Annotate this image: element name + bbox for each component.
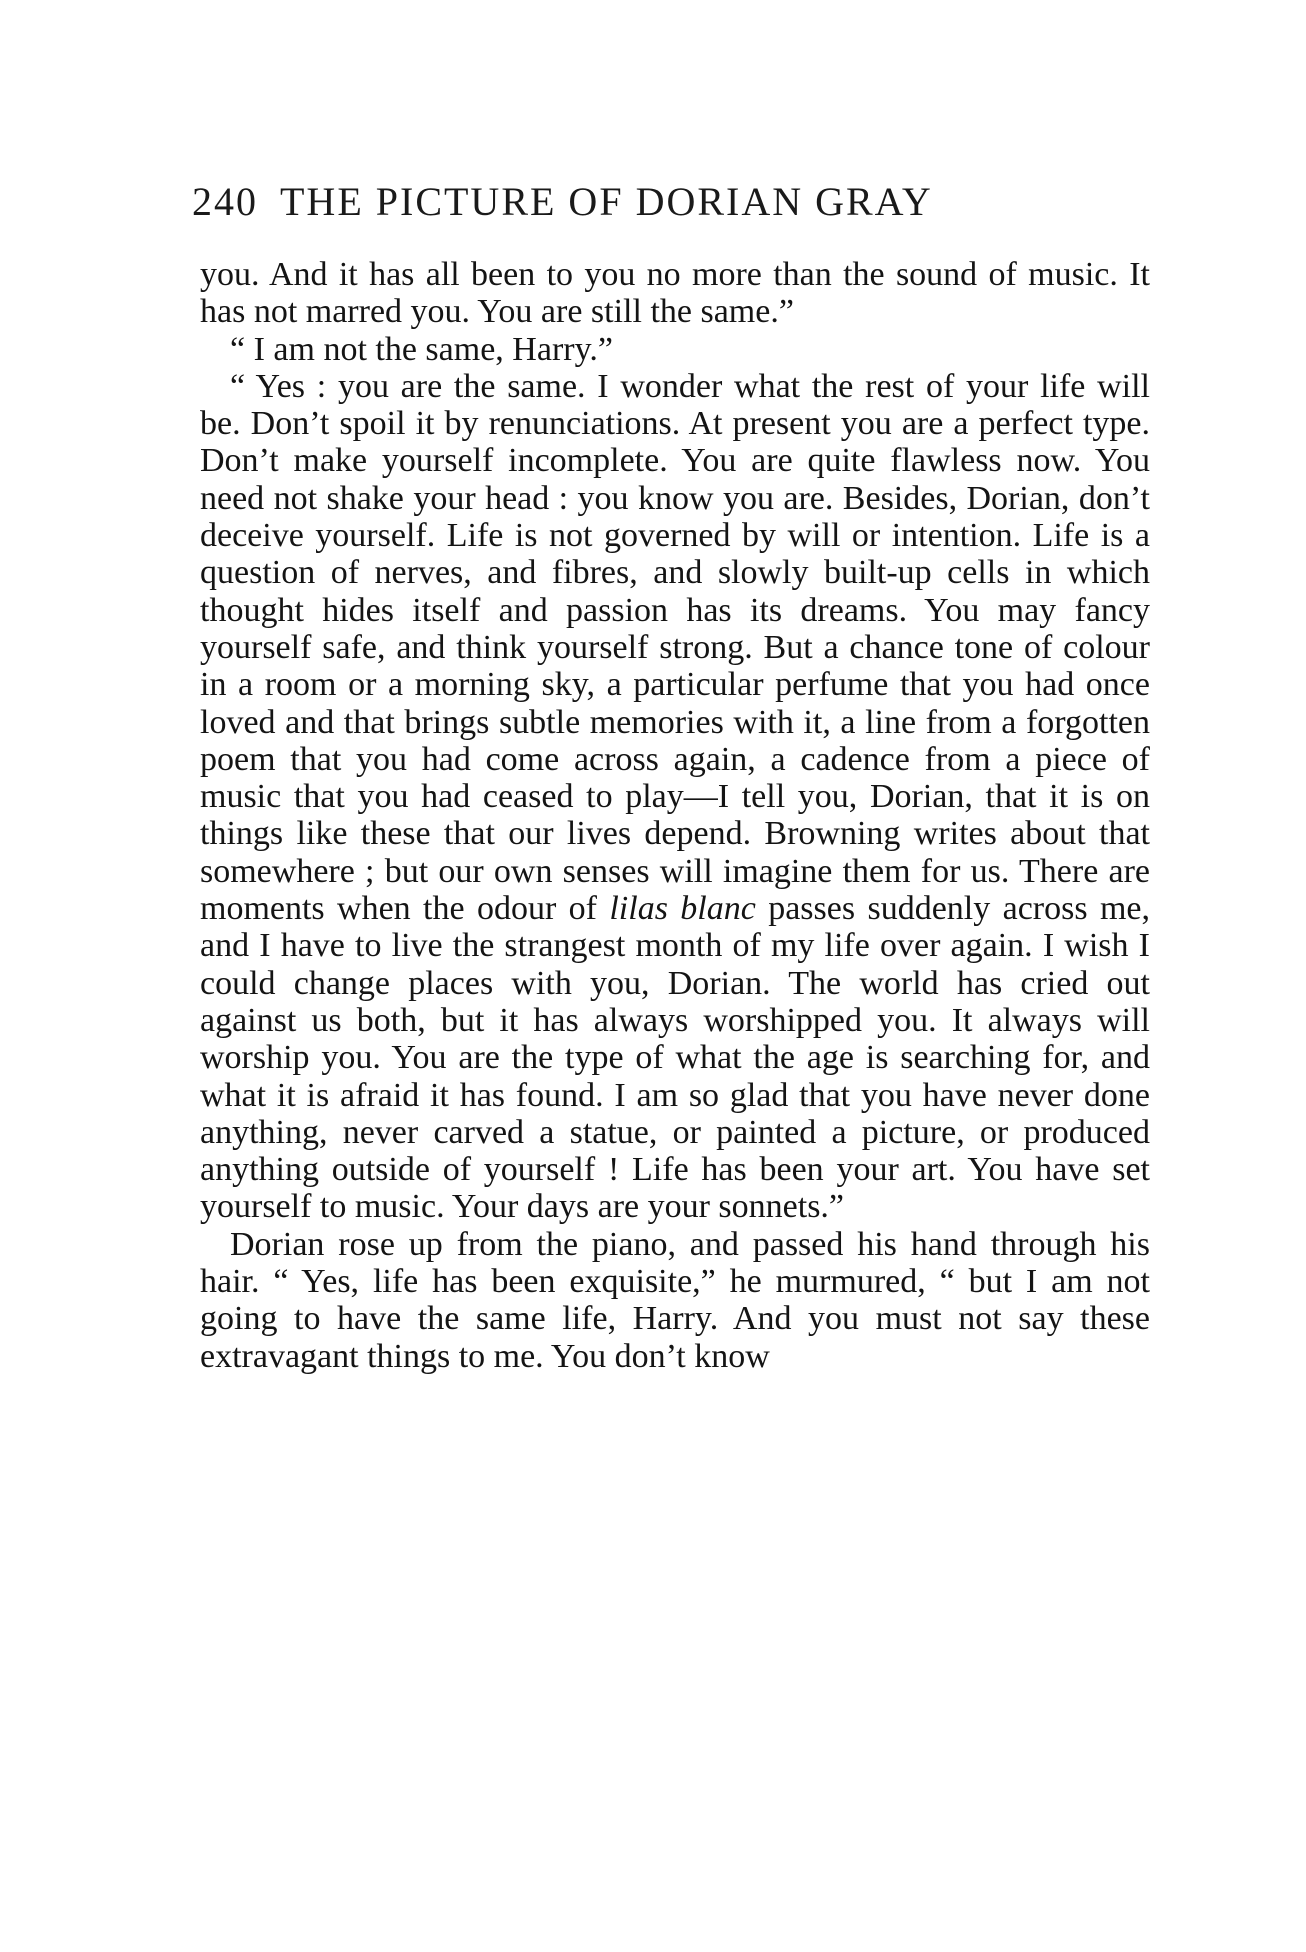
running-header bbox=[192, 178, 1192, 225]
page-number: 240 bbox=[192, 179, 258, 224]
paragraph: “ I am not the same, Harry.” bbox=[230, 330, 613, 368]
italic-phrase: lilas blanc bbox=[609, 890, 756, 928]
paragraph: Dorian rose up from the piano, and passed his hand through his hair. “ Yes, life has been exquisite,” he murmured, “ but I am not going to have the same life, Harry. And you must not say these extravagant things to me. You don’t know bbox=[200, 1225, 1150, 1375]
paragraph-text: “ Yes : you are the same. I wonder what the rest of your life will be. Don’t spoil it by renunciations. At present you are a perfect type. Don’t make yourself incomplete. You are quite flawless now. You need not shake your head : you know you are. Besides, Dorian, don’t deceive yourself. Life is not governed by will or intention. Life is a question of nerves, and fibres, and slowly built-up cells in which thought hides itself and passion has its dreams. You may fancy yourself safe, and think yourself strong. But a chance tone of colour in a room or a morning sky, a particular perfume that you had once loved and that brings subtle memories with it, a line from a forgotten poem that you had come across again, a cadence from a piece of music that you had ceased to play—I tell you, Dorian, that it is on things like these that our lives depend. Browning writes about that somewhere ; but our own senses will imagine them for us. There are moments when the odour of bbox=[200, 367, 1150, 928]
page-body bbox=[200, 256, 1150, 1375]
paragraph: you. And it has all been to you no more than the sound of music. It has not marred you. You are still the same.” bbox=[200, 256, 1150, 331]
paragraph-text: passes suddenly across me, and I have to live the strangest month of my life over again. I wish I could change places with you, Dorian. The world has cried out against us both, but it has always worshipped you. It always will worship you. You are the type of what the age is searching for, and what it is afraid it has found. I am so glad that you have never done anything, never carved a statue, or painted a picture, or produced anything outside of yourself ! Life has been your art. You have set yourself to music. Your days are your sonnets.” bbox=[200, 890, 1150, 1226]
running-title: THE PICTURE OF DORIAN GRAY bbox=[280, 179, 933, 224]
paragraph bbox=[200, 368, 1150, 1226]
